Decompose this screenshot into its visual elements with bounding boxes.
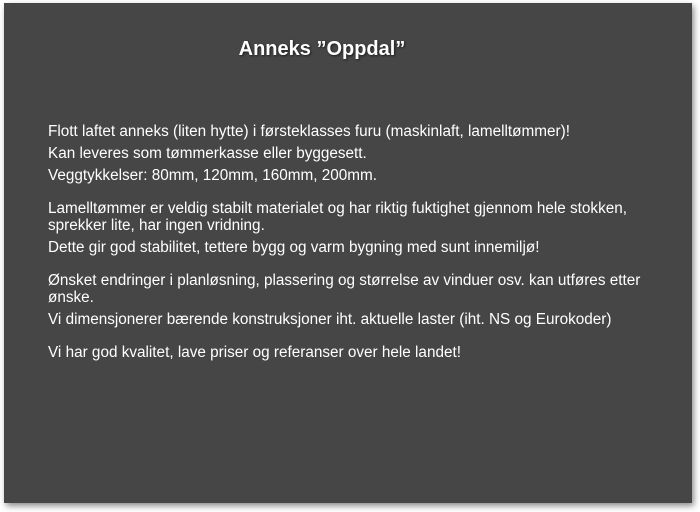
slide-title: Anneks ”Oppdal”: [238, 38, 406, 60]
paragraph: Dette gir god stabilitet, tettere bygg og varm bygning med sunt innemiljø!: [48, 239, 540, 256]
paragraph: Vi dimensjonerer bærende konstruksjoner iht. aktuelle laster (iht. NS og Eurokoder): [48, 311, 612, 328]
paragraph: Ønsket endringer i planløsning, plassering og størrelse av vinduer osv. kan utføres etter ønske.: [48, 272, 641, 306]
paragraph: Flott laftet anneks (liten hytte) i førsteklasses furu (maskinlaft, lamelltømmer)!: [48, 123, 570, 140]
paragraph: Lamelltømmer er veldig stabilt materialet og har riktig fuktighet gjennom hele stokken, sprekker lite, har ingen vridning.: [48, 200, 627, 234]
paragraph: Veggtykkelser: 80mm, 120mm, 160mm, 200mm.: [48, 167, 378, 184]
slide: [4, 3, 692, 503]
paragraph: Vi har god kvalitet, lave priser og referanser over hele landet!: [48, 344, 461, 361]
paragraph: Kan leveres som tømmerkasse eller byggesett.: [48, 145, 367, 162]
slide-body: [48, 123, 678, 366]
